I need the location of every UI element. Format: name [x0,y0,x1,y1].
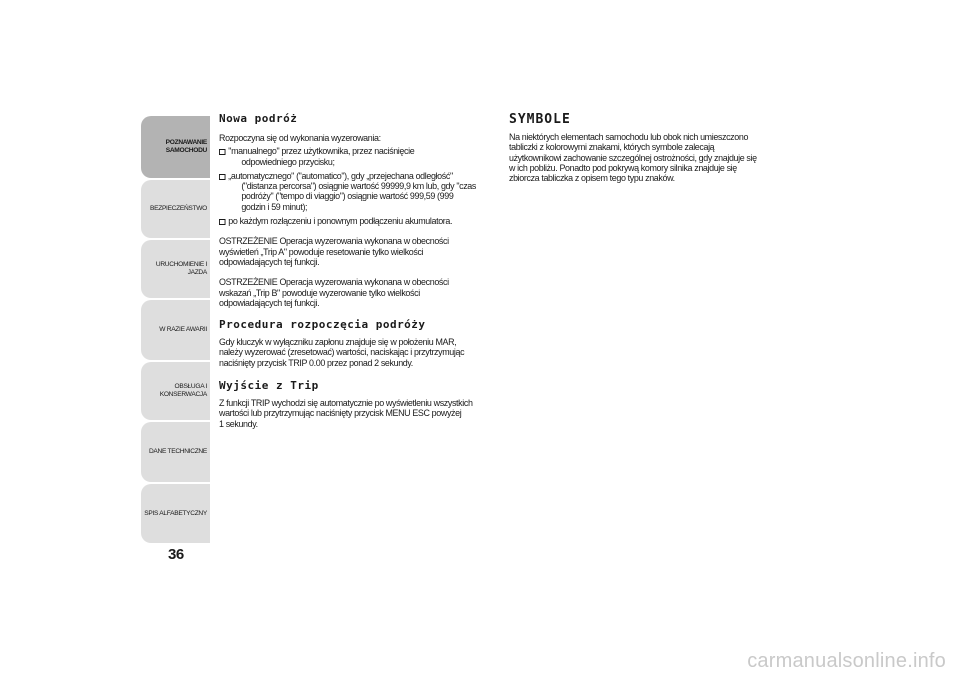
text-line: 1 sekundy. [219,418,258,430]
text-line: Z funkcji TRIP wychodzi się automatycznie po wyświetleniu wszystkich [219,398,473,410]
text-line: „automatycznego" ("automatico"), gdy „przejechana odległość" [228,170,453,182]
checkbox-bullet-icon [219,174,226,180]
warning-trip-a [219,237,500,268]
text-line: odpowiedniego przycisku; [241,156,335,168]
watermark: carmanualsonline.info [747,650,946,672]
tab-bezpieczenstwo[interactable] [141,180,210,238]
text-line: Na niektórych elementach samochodu lub obok nich umieszczono [509,132,749,143]
tab-label-line: URUCHOMIENIE I [155,261,207,268]
list-item [219,217,500,227]
text-line: wartości lub przytrzymując naciśnięty przycisk MENU ESC powyżej [219,408,462,420]
text-line: zbiorcza tabliczka z opisem tego typu znaków. [509,173,675,185]
tab-label-line: KONSERWACJA [159,391,207,398]
paragraph-symbole [509,133,798,184]
tab-label-line: POZNAWANIE [165,139,207,146]
section-heading-nowa-podroz: Nowa podróż [219,112,298,125]
checkbox-bullet-icon [219,149,226,155]
page-number: 36 [168,546,184,563]
text-line: ("distanza percorsa") osiągnie wartość 99999,9 km lub, gdy "czas [241,181,476,193]
paragraph-procedura [219,338,500,369]
text-line: w ich pobliżu. Ponadto pod pokrywą komory silnika znajduje się [509,162,737,174]
checkbox-bullet-icon [219,219,226,225]
paragraph-intro [219,134,500,144]
warning-trip-b [219,278,500,309]
tab-spis-alfabetyczny[interactable] [141,484,210,543]
text-line: godzin i 59 minut); [241,201,308,213]
text-line: naciśnięty przycisk TRIP 0.00 przez ponad 2 sekundy. [219,357,413,369]
text-line: OSTRZEŻENIE Operacja wyzerowania wykonana w obecności [219,277,449,289]
tab-w-razie-awarii[interactable] [141,300,210,360]
tab-dane-techniczne[interactable] [141,422,210,482]
text-line: użytkownikowi zachowanie szczególnej ostrożności, gdy znajduje się [509,152,757,164]
section-heading-procedura: Procedura rozpoczęcia podróży [219,318,426,332]
text-line: Rozpoczyna się od wykonania wyzerowania: [219,133,381,144]
tab-label-line: BEZPIECZEŃSTWO [150,205,207,212]
text-line: OSTRZEŻENIE Operacja wyzerowania wykonana w obecności [219,236,449,248]
text-line: wyświetleń „Trip A" powoduje resetowanie tylko wielkości [219,246,424,258]
section-heading-symbole: SYMBOLE [509,112,571,127]
list-item [219,172,500,213]
tab-uruchomienie-i-jazda[interactable] [141,240,210,298]
tab-poznawanie-samochodu[interactable] [141,116,210,178]
tab-label-line: OBSŁUGA I [174,383,207,390]
text-line: należy wyzerować (zresetować) wartości, naciskając i przytrzymując [219,347,465,359]
tab-label-line: DANE TECHNICZNE [148,448,207,455]
section-heading-wyjscie: Wyjście z Trip [219,379,319,393]
text-line: tabliczki z kolorowymi znakami, których symbole zalecają [509,142,715,154]
tab-label-line: SAMOCHODU [165,147,207,154]
tab-obsluga-i-konserwacja[interactable] [141,362,210,420]
text-line: po każdym rozłączeniu i ponownym podłączeniu akumulatora. [228,216,453,228]
bullet-list [219,147,500,227]
list-item [219,147,500,168]
text-line: Gdy kluczyk w wyłączniku zapłonu znajduje się w położeniu MAR, [219,337,457,349]
tab-label-line: JAZDA [187,269,207,276]
text-line: "manualnego" przez użytkownika, przez naciśnięcie [228,146,415,158]
tab-label-line: W RAZIE AWARII [159,326,207,333]
text-line: wskazań „Trip B" powoduje wyzerowanie tylko wielkości [219,287,420,299]
left-column [219,112,501,430]
paragraph-wyjscie [219,399,500,430]
text-line: odpowiadających tej funkcji. [219,256,320,268]
right-column [509,112,799,184]
tab-label-line: SPIS ALFABETYCZNY [144,509,207,517]
text-line: podróży" ("tempo di viaggio") osiągnie wartość 999,59 (999 [241,191,454,203]
text-line: odpowiadających tej funkcji. [219,297,320,309]
